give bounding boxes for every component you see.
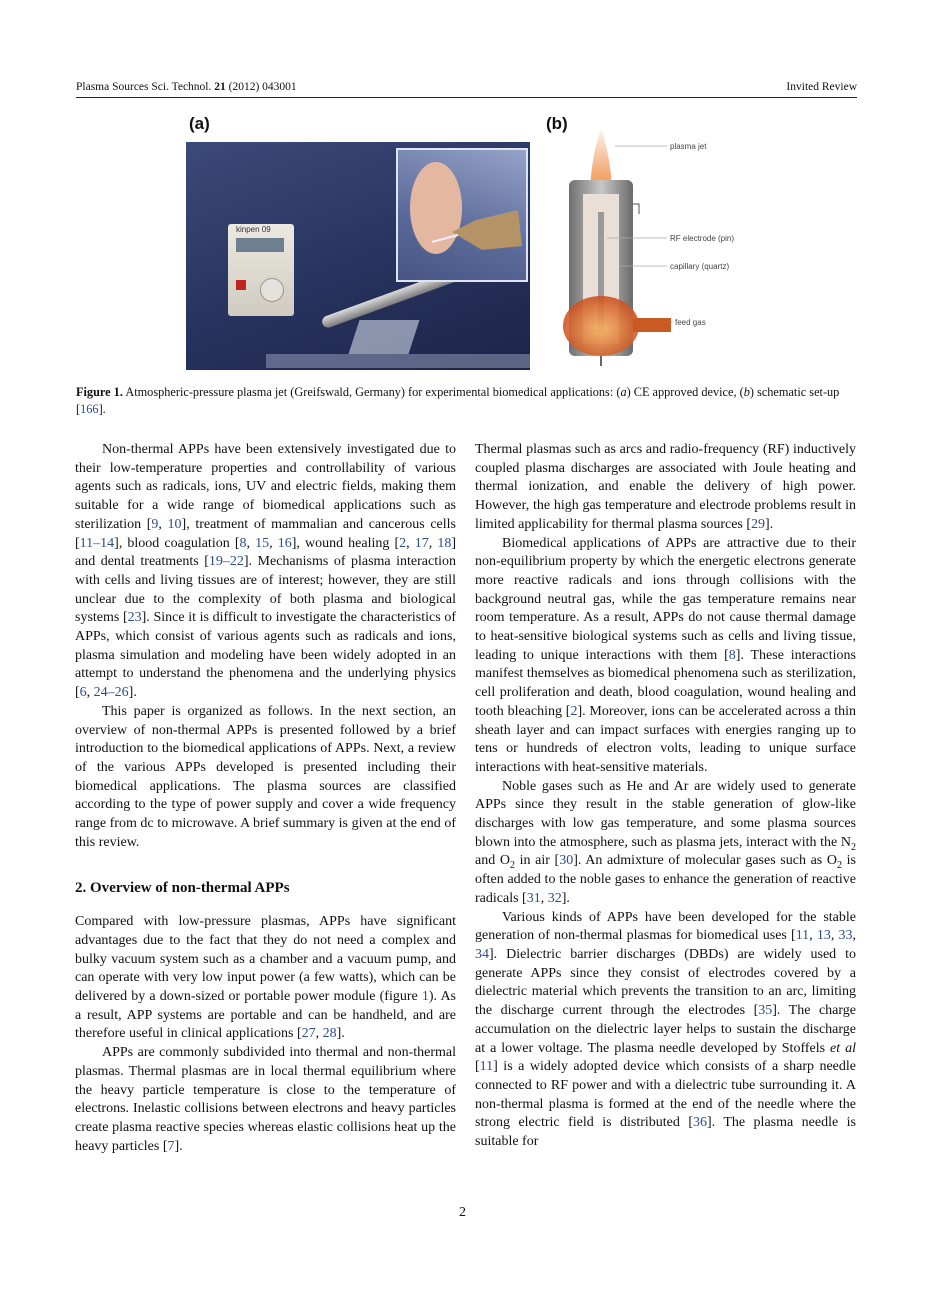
left-column bbox=[75, 441, 456, 1156]
device-display bbox=[236, 238, 284, 252]
citation-link[interactable]: 166 bbox=[80, 402, 99, 416]
citation-link[interactable]: 30 bbox=[559, 853, 574, 869]
citation-link[interactable]: 7 bbox=[167, 1138, 175, 1154]
acrylic-stand bbox=[348, 320, 419, 354]
citation-link[interactable]: 2 bbox=[399, 535, 407, 551]
ground-connector bbox=[633, 204, 639, 214]
jet-nozzle bbox=[452, 210, 522, 250]
citation-link[interactable]: 15 bbox=[255, 535, 270, 551]
journal-reference: Plasma Sources Sci. Technol. 21 (2012) 043001 bbox=[76, 81, 297, 93]
section-heading: 2. Overview of non-thermal APPs bbox=[75, 880, 290, 897]
figure-panel-b bbox=[545, 112, 845, 370]
panel-b-label: (b) bbox=[546, 114, 568, 133]
paragraph: This paper is organized as follows. In the next section, an overview of non-thermal APPs is presented followed by a brief introduction to the biomedical applications of APPs. Next, a review of the various APPs developed is presented including their biomedical applications. The plasma sources are classified according to the type of power supply and cover a wide frequency range from dc to microwave. A brief summary is given at the end of this review. bbox=[75, 703, 456, 850]
figure-caption: Figure 1. Atmospheric-pressure plasma jet (Greifswald, Germany) for experimental biomedical applications: (a) CE approved device, (b) schematic set-up [166]. bbox=[76, 385, 840, 416]
label-plasma-jet: plasma jet bbox=[670, 142, 707, 151]
figure-label: Figure 1. bbox=[76, 385, 123, 399]
volume-number: 21 bbox=[214, 81, 226, 93]
citation-link[interactable]: 11–14 bbox=[79, 535, 115, 551]
right-column bbox=[475, 441, 856, 1152]
article-type: Invited Review bbox=[786, 81, 857, 93]
paragraph: APPs are commonly subdivided into thermal and non-thermal plasmas. Thermal plasmas are in local thermal equilibrium where the heavy particle temperature is close to the temperature of electrons. Inelastic collisions between electrons and heavy particles create plasma reactive species whereas elastic collisions heat up the heavy particles [7]. bbox=[75, 1045, 456, 1154]
citation-link[interactable]: 34 bbox=[475, 946, 489, 962]
paragraph: Biomedical applications of APPs are attractive due to their non-equilibrium property by which the energetic electrons generate more reactive radicals and ions through collisions with the background neutral gas, while the gas temperature remains near room temperature. As a result, APPs do not cause thermal damage to heat-sensitive biological systems such as cells and living tissue, leading to unique interactions with them [8]. These interactions manifest themselves as biomedical phenomena such as sterilization, cell proliferation and death, blood coagulation, wound healing and tooth bleaching [2]. Moreover, ions can be accelerated across a thin sheath layer and can impact surfaces with energies ranging up to tens or hundreds of electron volts, leading to unique surface interactions with heat-sensitive materials. bbox=[475, 535, 856, 775]
feed-gas-pipe bbox=[633, 318, 671, 332]
power-supply-unit bbox=[228, 224, 294, 316]
citation-link[interactable]: 10 bbox=[167, 516, 182, 532]
label-feed-gas: feed gas bbox=[675, 318, 706, 327]
paragraph: Non-thermal APPs have been extensively investigated due to their low-temperature properties and controllability of various agents such as radicals, ions, UV and electric fields, making them suitable for a wide range of biomedical applications such as sterilization [9, 10], treatment of mammalian and cancerous cells [11–14], blood coagulation [8, 15, 16], wound healing [2, 17, 18] and dental treatments [19–22]. Mechanisms of plasma interaction with cells and living tissues are of interest; however, they are still unclear due to the complexity of both plasma and biological systems [23]. Since it is difficult to investigate the characteristics of APPs, which consist of various agents such as radicals and ions, plasma simulation and modeling have been widely adopted in an attempt to understand the phenomena and the underlying physics [6, 24–26]. bbox=[75, 442, 457, 701]
panel-a-label: (a) bbox=[189, 114, 210, 133]
citation-link[interactable]: 19–22 bbox=[208, 554, 244, 570]
citation-link[interactable]: 8 bbox=[728, 647, 736, 663]
paragraph: Thermal plasmas such as arcs and radio-frequency (RF) inductively coupled plasma discharges are associated with Joule heating and thermal ionization, and enable the delivery of high power. However, the high gas temperature and electrode problems result in limited applicability for thermal plasma sources [29]. bbox=[475, 442, 856, 532]
gas-inlet-chamber bbox=[563, 296, 639, 356]
acrylic-base bbox=[266, 354, 530, 368]
control-knob bbox=[260, 278, 284, 302]
citation-link[interactable]: 23 bbox=[127, 610, 142, 626]
citation-link[interactable]: 2 bbox=[570, 703, 578, 719]
citation-link[interactable]: 24–26 bbox=[93, 685, 129, 701]
citation-link[interactable]: 9 bbox=[151, 516, 159, 532]
citation-link[interactable]: 18 bbox=[437, 535, 452, 551]
citation-link[interactable]: 35 bbox=[758, 1003, 773, 1019]
power-switch bbox=[236, 280, 246, 290]
page-number: 2 bbox=[459, 1205, 466, 1220]
citation-link[interactable]: 6 bbox=[79, 685, 87, 701]
citation-link[interactable]: 17 bbox=[414, 535, 429, 551]
citation-link[interactable]: 27 bbox=[301, 1026, 316, 1042]
paragraph: Compared with low-pressure plasmas, APPs have significant advantages due to the fact that they do not need a complex and bulky vacuum system such as a chamber and a vacuum pump, and can operate with very low input power (a few watts), which can be delivered by a down-sized or portable power module (figure 1). As a result, APP systems are portable and can be handheld, and are therefore useful in clinical applications [27, 28]. bbox=[75, 914, 456, 1042]
schematic-diagram bbox=[545, 112, 845, 370]
label-capillary: capillary (quartz) bbox=[670, 262, 730, 271]
device-photo bbox=[186, 142, 530, 370]
citation-link[interactable]: 11 bbox=[479, 1059, 494, 1075]
paragraph: Noble gases such as He and Ar are widely used to generate APPs since they result in the stable generation of glow-like discharges with low gas temperature, and some plasma sources blown into the atmosphere, such as plasma jets, interact with the $N_2$ and $O_2$ in air [30]. An admixture of molecular gases such as $O_2$ is often added to the noble gases to enhance the generation of reactive radicals [31, 32]. bbox=[475, 778, 856, 906]
citation-link[interactable]: 31 bbox=[526, 890, 541, 906]
running-header bbox=[76, 81, 857, 98]
label-rf-electrode: RF electrode (pin) bbox=[670, 234, 735, 243]
citation-link[interactable]: 8 bbox=[239, 535, 247, 551]
citation-link[interactable]: 11 bbox=[795, 928, 810, 944]
citation-link[interactable]: 13 bbox=[816, 928, 831, 944]
citation-link[interactable]: 33 bbox=[838, 928, 853, 944]
citation-link[interactable]: 28 bbox=[322, 1026, 337, 1042]
device-brand-label: kinpen 09 bbox=[236, 225, 271, 234]
citation-link[interactable]: 16 bbox=[277, 535, 292, 551]
citation-link[interactable]: 32 bbox=[547, 890, 562, 906]
figure-panel-a bbox=[186, 112, 530, 370]
citation-link[interactable]: 29 bbox=[751, 516, 766, 532]
citation-link[interactable]: 36 bbox=[692, 1115, 707, 1131]
inset-photo-finger bbox=[396, 148, 528, 282]
paragraph: Various kinds of APPs have been developed for the stable generation of non-thermal plasmas for biomedical uses [11, 13, 33, 34]. Dielectric barrier discharges (DBDs) are widely used to generate APPs since they consist of electrodes covered by a dielectric material which prevents the transition to an arc, limiting the discharge current through the electrodes [35]. The charge accumulation on the dielectric layer helps to sustain the discharge at a lower voltage. The plasma needle developed by Stoffels et al [11] is a widely adopted device which consists of a sharp needle connected to RF power and with a dielectric tube surrounding it. A non-thermal plasma is formed at the end of the needle where the strong electric field is distributed [36]. The plasma needle is suitable for bbox=[475, 909, 857, 1150]
figure-reference[interactable]: 1 bbox=[421, 988, 429, 1004]
